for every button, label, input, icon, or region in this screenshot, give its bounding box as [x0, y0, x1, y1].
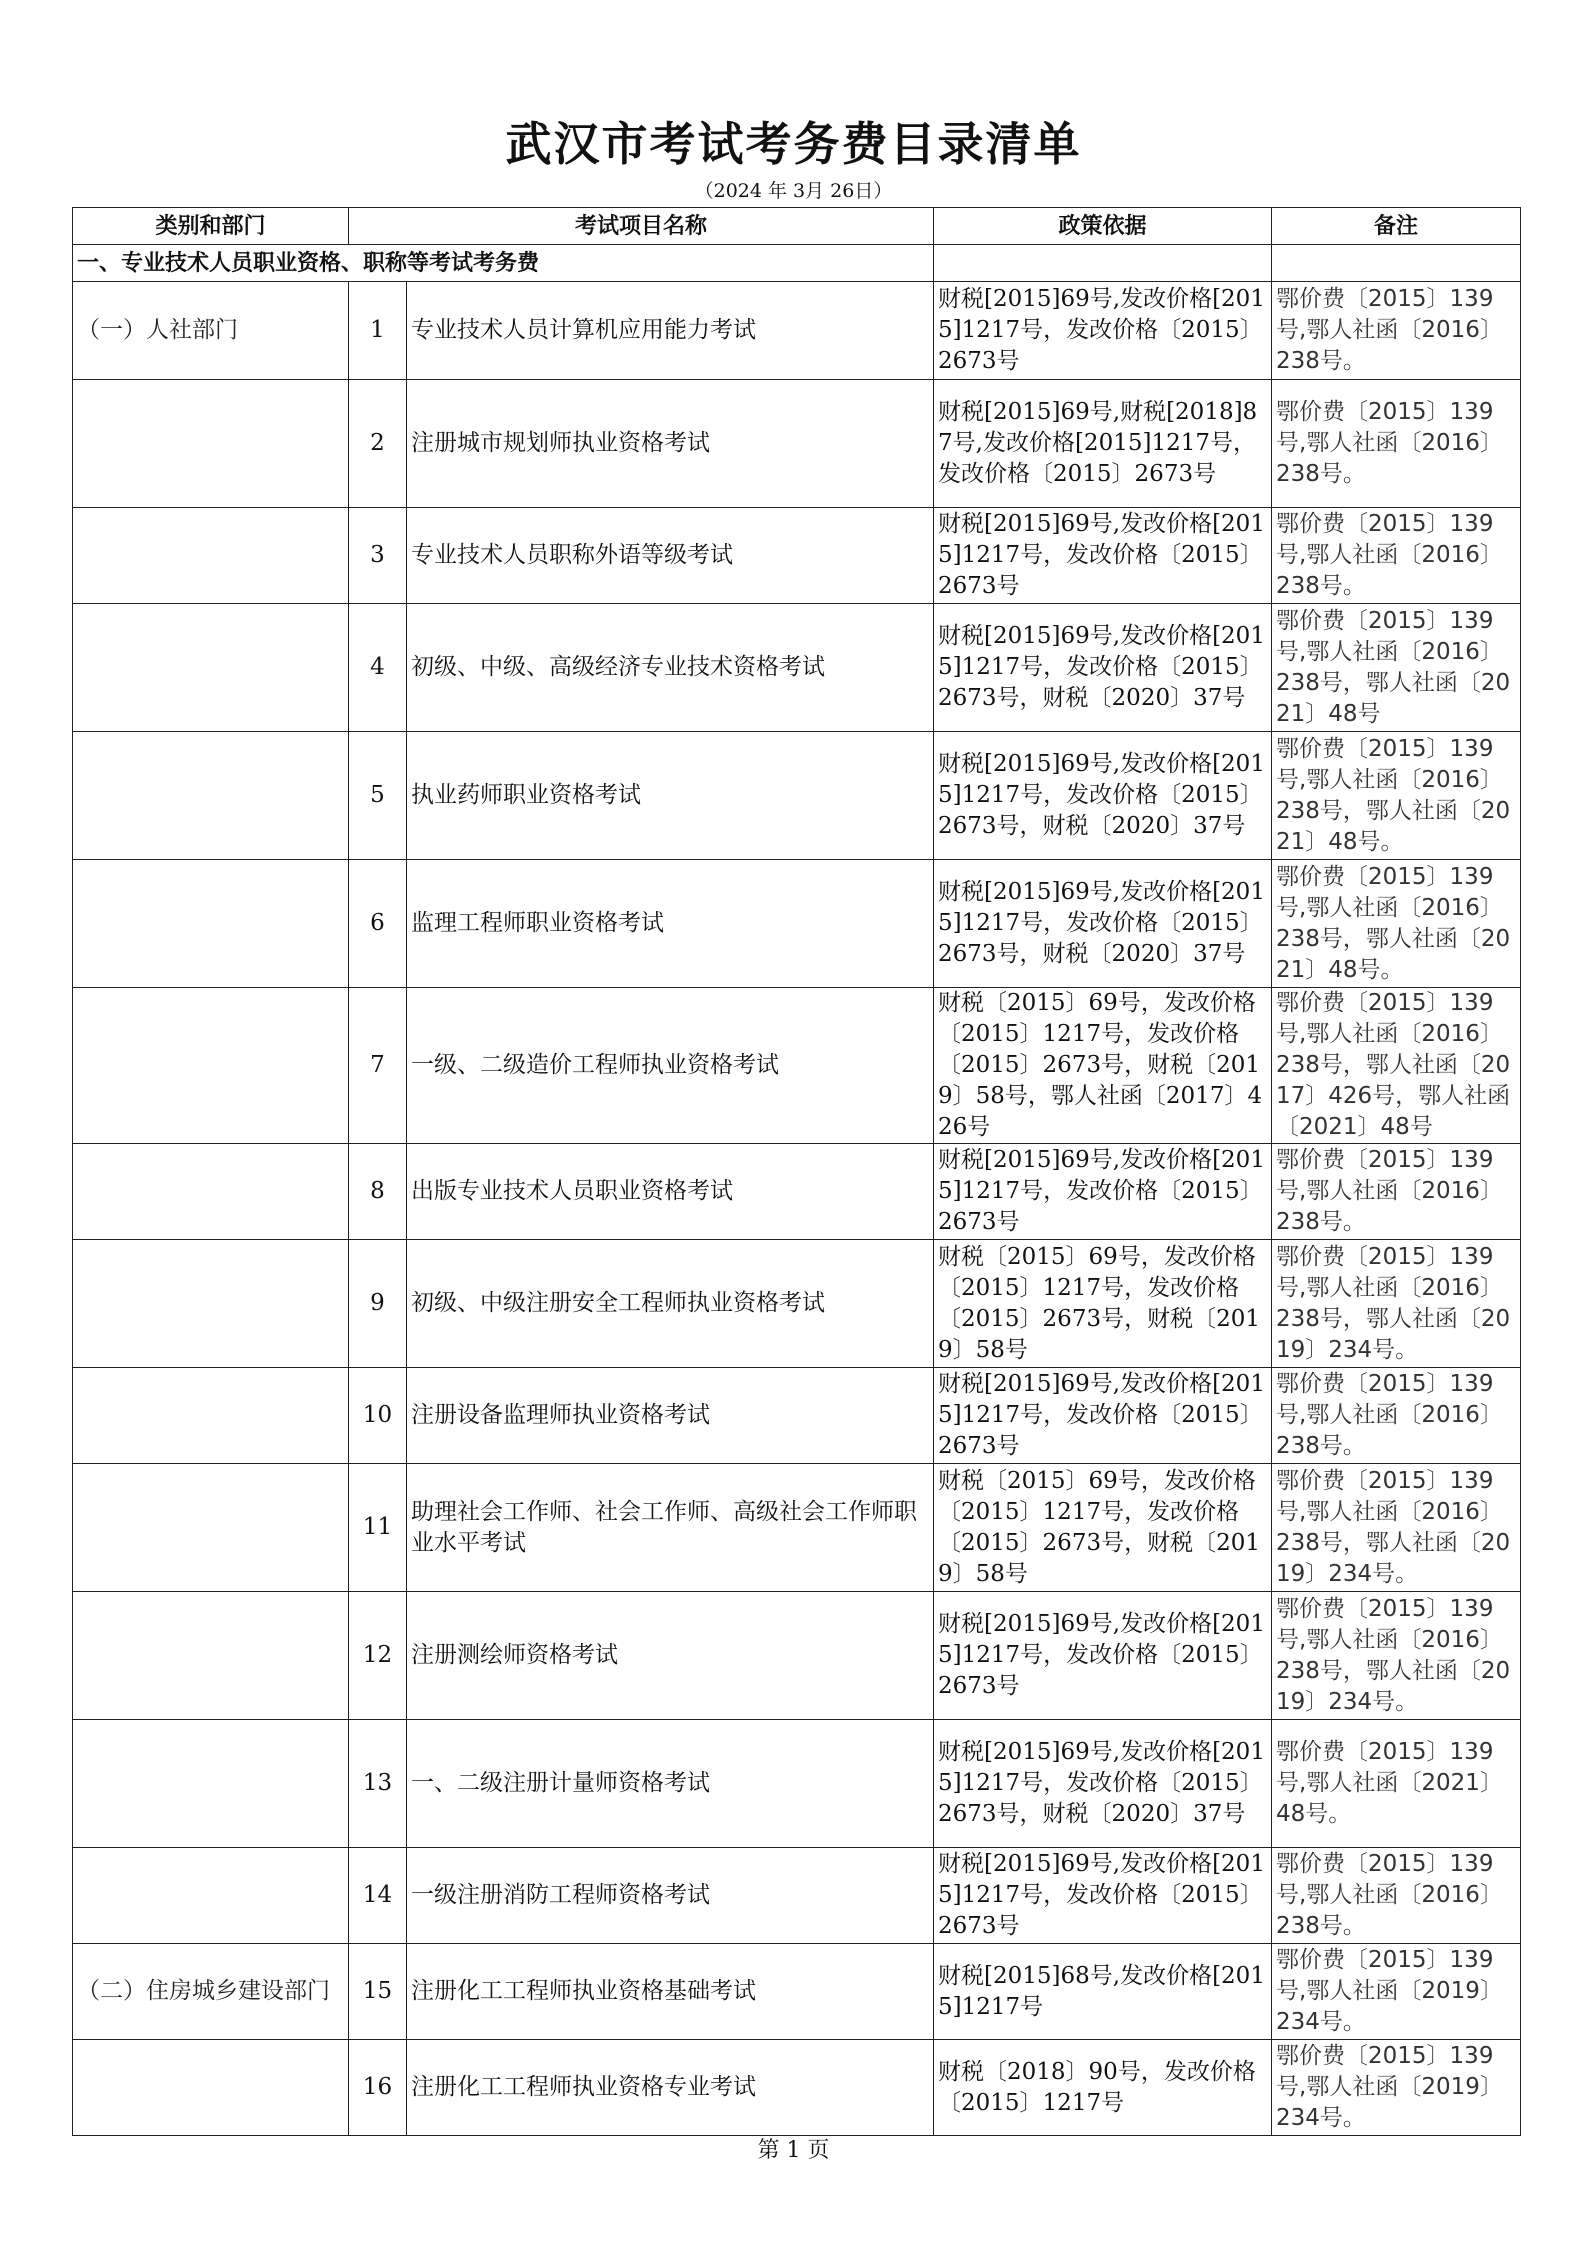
- row-department: （二）住房城乡建设部门: [73, 1944, 349, 2040]
- row-number: 11: [349, 1464, 407, 1592]
- row-policy: 财税[2015]69号,发改价格[2015]1217号，发改价格〔2015〕2673号: [934, 1592, 1272, 1720]
- document-date: （2024 年 3月 26日）: [694, 180, 893, 202]
- table-row: [73, 1464, 1521, 1592]
- row-department: [73, 732, 349, 860]
- row-policy: 财税[2015]69号,发改价格[2015]1217号，发改价格〔2015〕2673号: [934, 1848, 1272, 1944]
- row-exam-name: 专业技术人员计算机应用能力考试: [407, 282, 934, 380]
- section-policy-cell: [934, 245, 1272, 282]
- row-note: 鄂价费〔2015〕139号,鄂人社函〔2016〕238号。: [1272, 1848, 1521, 1944]
- header-policy: 政策依据: [934, 208, 1272, 245]
- table-row: [73, 1944, 1521, 2040]
- row-department: [73, 1144, 349, 1240]
- row-note: 鄂价费〔2015〕139号,鄂人社函〔2016〕238号。: [1272, 380, 1521, 508]
- row-exam-name: 监理工程师职业资格考试: [407, 860, 934, 988]
- row-policy: 财税[2015]69号,发改价格[2015]1217号，发改价格〔2015〕2673号，财税〔2020〕37号: [934, 732, 1272, 860]
- row-number: 9: [349, 1240, 407, 1368]
- row-exam-name: 注册设备监理师执业资格考试: [407, 1368, 934, 1464]
- fee-table: [72, 207, 1521, 2136]
- row-policy: 财税[2015]69号,财税[2018]87号,发改价格[2015]1217号，发改价格〔2015〕2673号: [934, 380, 1272, 508]
- row-exam-name: 助理社会工作师、社会工作师、高级社会工作师职业水平考试: [407, 1464, 934, 1592]
- row-number: 2: [349, 380, 407, 508]
- header-category: 类别和部门: [73, 208, 349, 245]
- page-number: 第 1 页: [757, 2138, 830, 2163]
- table-row: [73, 988, 1521, 1144]
- row-policy: 财税[2015]69号,发改价格[2015]1217号，发改价格〔2015〕2673号: [934, 282, 1272, 380]
- row-note: 鄂价费〔2015〕139号,鄂人社函〔2016〕238号，鄂人社函〔2017〕426号，鄂人社函〔2021〕48号: [1272, 988, 1521, 1144]
- table-row: [73, 732, 1521, 860]
- row-department: [73, 1240, 349, 1368]
- row-policy: 财税[2015]69号,发改价格[2015]1217号，发改价格〔2015〕2673号，财税〔2020〕37号: [934, 860, 1272, 988]
- table-row: [73, 1592, 1521, 1720]
- row-number: 10: [349, 1368, 407, 1464]
- row-department: [73, 1464, 349, 1592]
- row-department: [73, 1592, 349, 1720]
- row-exam-name: 一级、二级造价工程师执业资格考试: [407, 988, 934, 1144]
- row-note: 鄂价费〔2015〕139号,鄂人社函〔2019〕234号。: [1272, 1944, 1521, 2040]
- row-note: 鄂价费〔2015〕139号,鄂人社函〔2019〕234号。: [1272, 2040, 1521, 2136]
- row-number: 16: [349, 2040, 407, 2136]
- row-number: 4: [349, 604, 407, 732]
- row-number: 15: [349, 1944, 407, 2040]
- row-policy: 财税〔2015〕69号，发改价格〔2015〕1217号，发改价格〔2015〕2673号，财税〔2019〕58号: [934, 1464, 1272, 1592]
- row-department: [73, 604, 349, 732]
- row-note: 鄂价费〔2015〕139号,鄂人社函〔2016〕238号，鄂人社函〔2021〕48号: [1272, 604, 1521, 732]
- section-row: [73, 245, 1521, 282]
- row-department: [73, 1720, 349, 1848]
- row-note: 鄂价费〔2015〕139号,鄂人社函〔2016〕238号。: [1272, 508, 1521, 604]
- row-exam-name: 专业技术人员职称外语等级考试: [407, 508, 934, 604]
- row-exam-name: 注册测绘师资格考试: [407, 1592, 934, 1720]
- row-policy: 财税[2015]69号,发改价格[2015]1217号，发改价格〔2015〕2673号: [934, 1368, 1272, 1464]
- section-note-cell: [1272, 245, 1521, 282]
- row-policy: 财税[2015]69号,发改价格[2015]1217号，发改价格〔2015〕2673号: [934, 1144, 1272, 1240]
- row-policy: 财税[2015]69号,发改价格[2015]1217号，发改价格〔2015〕2673号: [934, 508, 1272, 604]
- row-exam-name: 注册化工工程师执业资格基础考试: [407, 1944, 934, 2040]
- row-exam-name: 出版专业技术人员职业资格考试: [407, 1144, 934, 1240]
- row-number: 6: [349, 860, 407, 988]
- table-row: [73, 2040, 1521, 2136]
- row-exam-name: 执业药师职业资格考试: [407, 732, 934, 860]
- row-exam-name: 注册城市规划师执业资格考试: [407, 380, 934, 508]
- table-row: [73, 604, 1521, 732]
- table-row: [73, 1368, 1521, 1464]
- page-title: 武汉市考试考务费目录清单: [505, 117, 1082, 171]
- row-note: 鄂价费〔2015〕139号,鄂人社函〔2016〕238号，鄂人社函〔2019〕234号。: [1272, 1592, 1521, 1720]
- row-number: 7: [349, 988, 407, 1144]
- row-number: 5: [349, 732, 407, 860]
- row-policy: 财税〔2018〕90号，发改价格〔2015〕1217号: [934, 2040, 1272, 2136]
- table-row: [73, 1720, 1521, 1848]
- row-number: 8: [349, 1144, 407, 1240]
- table-row: [73, 1144, 1521, 1240]
- row-department: [73, 2040, 349, 2136]
- row-note: 鄂价费〔2015〕139号,鄂人社函〔2016〕238号。: [1272, 1144, 1521, 1240]
- row-note: 鄂价费〔2015〕139号,鄂人社函〔2021〕48号。: [1272, 1720, 1521, 1848]
- section-title: 一、专业技术人员职业资格、职称等考试考务费: [73, 245, 934, 282]
- row-note: 鄂价费〔2015〕139号,鄂人社函〔2016〕238号。: [1272, 1368, 1521, 1464]
- row-exam-name: 注册化工工程师执业资格专业考试: [407, 2040, 934, 2136]
- row-exam-name: 初级、中级、高级经济专业技术资格考试: [407, 604, 934, 732]
- row-policy: 财税[2015]68号,发改价格[2015]1217号: [934, 1944, 1272, 2040]
- row-policy: 财税〔2015〕69号，发改价格〔2015〕1217号，发改价格〔2015〕2673号，财税〔2019〕58号: [934, 1240, 1272, 1368]
- table-row: [73, 860, 1521, 988]
- row-note: 鄂价费〔2015〕139号,鄂人社函〔2016〕238号，鄂人社函〔2019〕234号。: [1272, 1240, 1521, 1368]
- row-number: 12: [349, 1592, 407, 1720]
- table-row: [73, 282, 1521, 380]
- row-note: 鄂价费〔2015〕139号,鄂人社函〔2016〕238号。: [1272, 282, 1521, 380]
- table-row: [73, 1240, 1521, 1368]
- table-row: [73, 380, 1521, 508]
- row-department: [73, 380, 349, 508]
- header-exam: 考试项目名称: [349, 208, 934, 245]
- table-row: [73, 1848, 1521, 1944]
- row-number: 1: [349, 282, 407, 380]
- row-department: [73, 1848, 349, 1944]
- row-exam-name: 初级、中级注册安全工程师执业资格考试: [407, 1240, 934, 1368]
- row-number: 3: [349, 508, 407, 604]
- table-header-row: [73, 208, 1521, 245]
- header-note: 备注: [1272, 208, 1521, 245]
- row-policy: 财税[2015]69号,发改价格[2015]1217号，发改价格〔2015〕2673号，财税〔2020〕37号: [934, 604, 1272, 732]
- row-number: 14: [349, 1848, 407, 1944]
- row-policy: 财税[2015]69号,发改价格[2015]1217号，发改价格〔2015〕2673号，财税〔2020〕37号: [934, 1720, 1272, 1848]
- row-department: （一）人社部门: [73, 282, 349, 380]
- row-number: 13: [349, 1720, 407, 1848]
- row-department: [73, 860, 349, 988]
- row-department: [73, 988, 349, 1144]
- row-policy: 财税〔2015〕69号，发改价格〔2015〕1217号，发改价格〔2015〕2673号，财税〔2019〕58号，鄂人社函〔2017〕426号: [934, 988, 1272, 1144]
- table-row: [73, 508, 1521, 604]
- row-exam-name: 一、二级注册计量师资格考试: [407, 1720, 934, 1848]
- row-department: [73, 508, 349, 604]
- row-department: [73, 1368, 349, 1464]
- row-note: 鄂价费〔2015〕139号,鄂人社函〔2016〕238号，鄂人社函〔2019〕234号。: [1272, 1464, 1521, 1592]
- row-exam-name: 一级注册消防工程师资格考试: [407, 1848, 934, 1944]
- row-note: 鄂价费〔2015〕139号,鄂人社函〔2016〕238号，鄂人社函〔2021〕48号。: [1272, 732, 1521, 860]
- row-note: 鄂价费〔2015〕139号,鄂人社函〔2016〕238号，鄂人社函〔2021〕48号。: [1272, 860, 1521, 988]
